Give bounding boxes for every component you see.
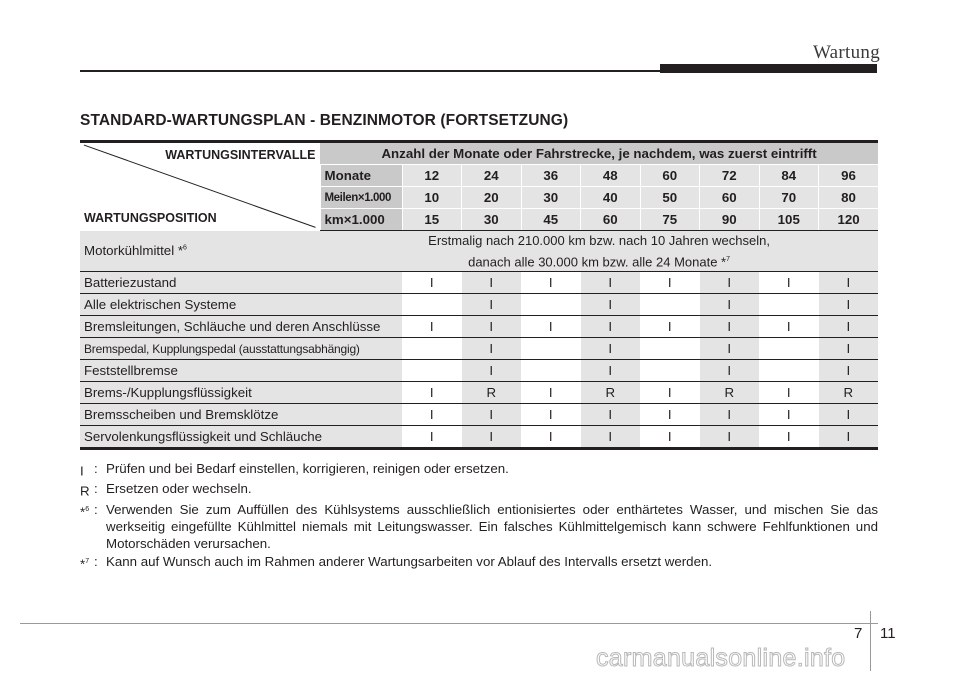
legend-text: Verwenden Sie zum Auffüllen des Kühlsystems ausschließlich entionisiertes oder enthärtetes Wasser, und mischen Sie das werkseitig eingefüllte Kühlmittel niemals mit Leitungswasser. Ein falsches Kühlmittelgemisch kann schwere Fehlfunktionen und Motorschäden verursachen. (106, 501, 878, 551)
chapter-title: Wartung (812, 42, 880, 63)
diagonal-header-cell (80, 142, 320, 231)
interval-value: 70 (759, 187, 819, 209)
table-cell: R (700, 382, 760, 404)
table-cell: I (759, 426, 819, 449)
table-cell (402, 360, 462, 382)
table-cell: I (402, 404, 462, 426)
interval-value: 24 (462, 165, 522, 187)
table-cell: I (581, 360, 641, 382)
interval-value: 60 (700, 187, 760, 209)
table-cell: I (819, 338, 879, 360)
table-cell: R (462, 382, 522, 404)
table-cell: I (700, 404, 760, 426)
table-cell: I (640, 272, 700, 294)
table-cell (521, 294, 581, 316)
legend-key: *$^6$ (80, 504, 90, 520)
header-rule-accent (660, 64, 877, 73)
footer-divider (870, 611, 871, 671)
coolant-label: Motorkühlmittel *$^6$ (80, 231, 320, 272)
legend-separator: : (94, 553, 98, 569)
interval-value: 60 (581, 209, 641, 231)
table-cell: I (402, 426, 462, 449)
page-number: 11 (880, 625, 896, 642)
table-row (80, 426, 878, 449)
table-cell: I (700, 272, 760, 294)
table-cell: I (462, 316, 522, 338)
table-cell: I (819, 294, 879, 316)
table-cell: I (759, 272, 819, 294)
table-cell (640, 294, 700, 316)
table-cell: I (700, 294, 760, 316)
watermark: carmanualsonline.info (596, 644, 846, 672)
table-cell: I (640, 426, 700, 449)
table-cell: I (640, 316, 700, 338)
interval-value: 60 (640, 165, 700, 187)
legend-item (80, 553, 878, 572)
legend-text: Ersetzen oder wechseln. (106, 481, 252, 497)
coolant-row (80, 231, 878, 272)
table-cell: I (581, 426, 641, 449)
table-cell: I (700, 316, 760, 338)
table-cell: I (521, 426, 581, 449)
table-cell (640, 360, 700, 382)
row-label: Feststellbremse (80, 360, 402, 382)
interval-row-label: km×1.000 (320, 209, 402, 231)
table-cell: I (462, 360, 522, 382)
interval-value: 36 (521, 165, 581, 187)
interval-value: 12 (402, 165, 462, 187)
interval-value: 120 (819, 209, 879, 231)
legend-separator: : (94, 461, 98, 476)
interval-value: 45 (521, 209, 581, 231)
legend-key: *$^7$ (80, 556, 90, 572)
table-cell: I (819, 360, 879, 382)
interval-row-label: Monate (320, 165, 402, 187)
chapter-number: 7 (854, 625, 863, 642)
table-cell: I (462, 426, 522, 449)
table-cell: I (640, 404, 700, 426)
table-cell: I (581, 338, 641, 360)
table-row (80, 294, 878, 316)
table-cell: I (521, 382, 581, 404)
table-cell (640, 338, 700, 360)
table-cell: I (521, 316, 581, 338)
row-label: Bremspedal, Kupplungspedal (ausstattungsabhängig) (80, 338, 402, 360)
row-label: Alle elektrischen Systeme (80, 294, 402, 316)
table-cell: I (759, 404, 819, 426)
table-row (80, 382, 878, 404)
table-row (80, 272, 878, 294)
interval-value: 30 (521, 187, 581, 209)
top-header: Anzahl der Monate oder Fahrstrecke, je nachdem, was zuerst eintrifft (320, 142, 878, 165)
row-label: Batteriezustand (80, 272, 402, 294)
interval-value: 50 (640, 187, 700, 209)
interval-value: 105 (759, 209, 819, 231)
table-cell: I (819, 426, 879, 449)
table-cell: I (819, 316, 879, 338)
table-cell: R (819, 382, 879, 404)
row-label: Servolenkungsflüssigkeit und Schläuche (80, 426, 402, 449)
header-rule (80, 70, 660, 72)
interval-value: 75 (640, 209, 700, 231)
interval-label: WARTUNGSINTERVALLE (165, 148, 316, 162)
table-cell (521, 360, 581, 382)
legend-text: Kann auf Wunsch auch im Rahmen anderer Wartungsarbeiten vor Ablauf des Intervalls ersetzt werden. (106, 553, 713, 569)
table-cell: I (759, 316, 819, 338)
page-title: STANDARD-WARTUNGSPLAN - BENZINMOTOR (FORTSETZUNG) (80, 112, 569, 129)
table-cell: I (581, 316, 641, 338)
table-cell: I (640, 382, 700, 404)
interval-value: 84 (759, 165, 819, 187)
legend-separator: : (94, 501, 98, 517)
footer-rule (20, 623, 878, 624)
legend-item (80, 480, 878, 499)
legend-text: Prüfen und bei Bedarf einstellen, korrigieren, reinigen oder ersetzen. (106, 461, 509, 476)
coolant-note-line2: danach alle 30.000 km bzw. alle 24 Monate *$^7$ (468, 254, 731, 270)
table-cell (759, 360, 819, 382)
table-cell: I (700, 338, 760, 360)
row-label: Bremsscheiben und Bremsklötze (80, 404, 402, 426)
table-cell: I (402, 272, 462, 294)
table-cell (402, 338, 462, 360)
interval-value: 80 (819, 187, 879, 209)
interval-value: 96 (819, 165, 879, 187)
row-label: Bremsleitungen, Schläuche und deren Anschlüsse (80, 316, 402, 338)
coolant-note (320, 231, 878, 272)
interval-value: 30 (462, 209, 522, 231)
table-cell (402, 294, 462, 316)
table-row (80, 316, 878, 338)
table-cell: I (462, 404, 522, 426)
table-cell: I (700, 360, 760, 382)
interval-value: 20 (462, 187, 522, 209)
interval-value: 72 (700, 165, 760, 187)
table-cell: I (402, 316, 462, 338)
legend-item (80, 501, 878, 552)
table-cell: I (759, 382, 819, 404)
table-cell: I (819, 272, 879, 294)
interval-value: 15 (402, 209, 462, 231)
interval-value: 90 (700, 209, 760, 231)
table-cell: I (462, 272, 522, 294)
table-cell (759, 338, 819, 360)
legend-key: R (80, 483, 90, 499)
table-cell: I (700, 426, 760, 449)
table-row (80, 404, 878, 426)
table-cell: I (819, 404, 879, 426)
legend-separator: : (94, 481, 98, 497)
position-label: WARTUNGSPOSITION (84, 210, 217, 225)
table-cell: I (462, 338, 522, 360)
interval-value: 48 (581, 165, 641, 187)
table-cell: I (521, 404, 581, 426)
table-cell: R (581, 382, 641, 404)
interval-row-label: Meilen×1.000 (320, 187, 402, 209)
table-row (80, 360, 878, 382)
table-cell: I (581, 404, 641, 426)
table-cell: I (402, 382, 462, 404)
table-cell (759, 294, 819, 316)
interval-value: 10 (402, 187, 462, 209)
legend-item (80, 460, 878, 479)
row-label: Brems-/Kupplungsflüssigkeit (80, 382, 402, 404)
legend (80, 460, 878, 573)
table-cell: I (521, 272, 581, 294)
table-row (80, 338, 878, 360)
table-cell (521, 338, 581, 360)
legend-key: I (80, 463, 84, 479)
maintenance-table (80, 140, 878, 450)
table-cell: I (462, 294, 522, 316)
table-cell: I (581, 294, 641, 316)
coolant-note-line1: Erstmalig nach 210.000 km bzw. nach 10 Jahren wechseln, (428, 233, 770, 248)
interval-value: 40 (581, 187, 641, 209)
table-cell: I (581, 272, 641, 294)
